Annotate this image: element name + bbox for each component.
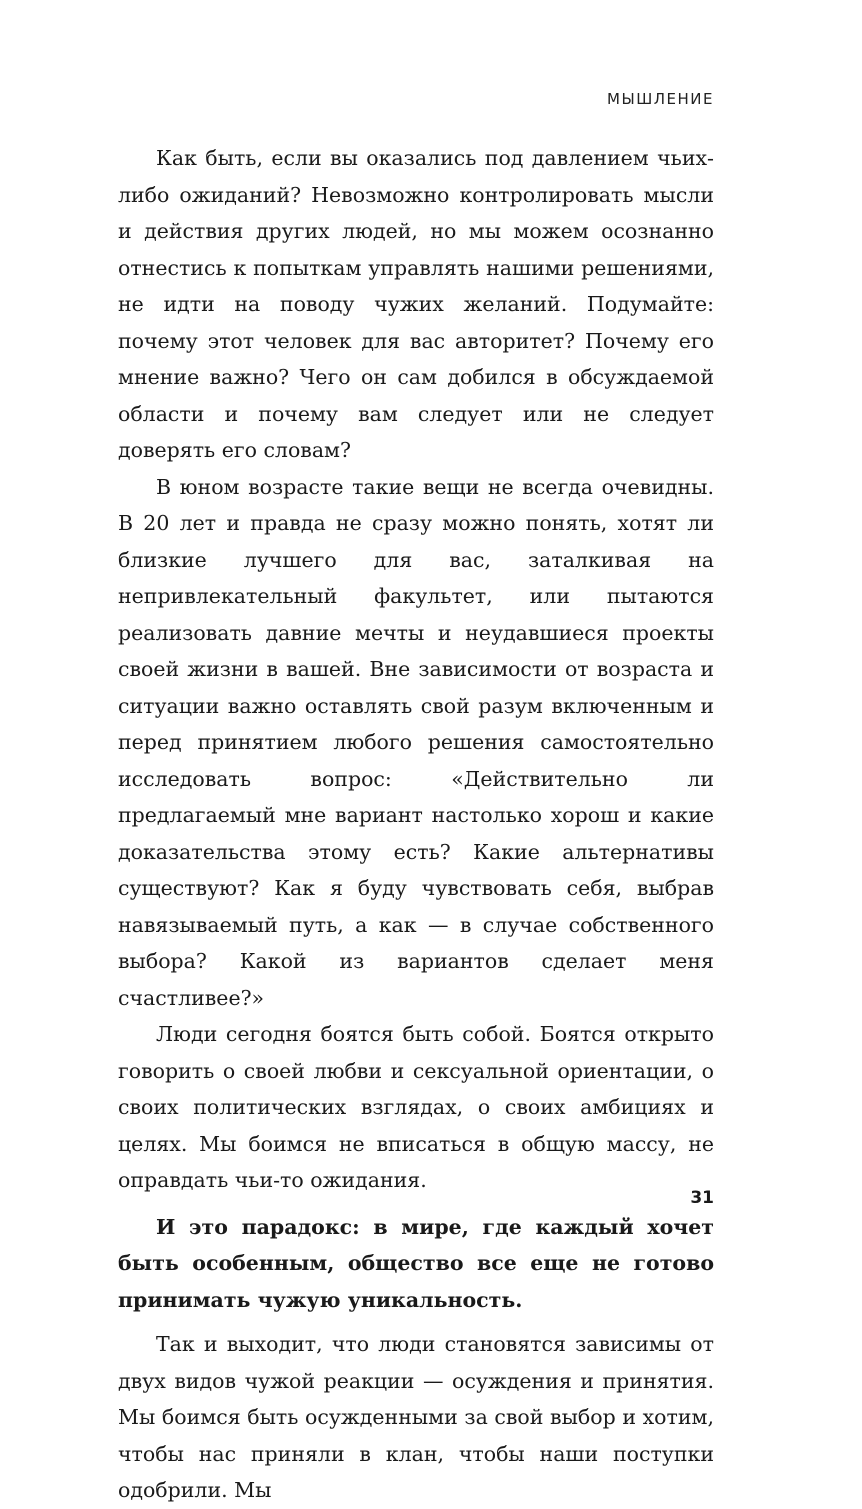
page-number: 31 [690,1188,714,1208]
body-text [118,140,714,1509]
paragraph-dependence-on-reaction: Так и выходит, что люди становятся зависимы от двух видов чужой реакции — осуждения и принятия. Мы боимся быть осужденными за свой выбор и хотим, чтобы нас приняли в клан, чтобы наши поступки одобрили. Мы [118,1332,714,1502]
paragraph-pressure-of-expectations: Как быть, если вы оказались под давлением чьих-либо ожиданий? Невозможно контролировать мысли и действия других людей, но мы можем осознанно отнестись к попыткам управлять нашими решениями, не идти на поводу чужих желаний. Подумайте: почему этот человек для вас авторитет? Почему его мнение важно? Чего он сам добился в обсуждаемой области и почему вам следует или не следует доверять его словам? [118,146,714,462]
paragraph-young-age: В юном возрасте такие вещи не всегда очевидны. В 20 лет и правда не сразу можно понять, хотят ли близкие лучшего для вас, заталкивая на непривлекательный факультет, или пытаются реализовать давние мечты и неудавшиеся проекты своей жизни в вашей. Вне зависимости от возраста и ситуации важно оставлять свой разум включенным и перед принятием любого решения самостоятельно исследовать вопрос: «Действительно ли предлагаемый мне вариант настолько хорош и какие доказательства этому есть? Какие альтернативы существуют? Как я буду чувствовать себя, выбрав навязываемый путь, а как — в случае собственного выбора? Какой из вариантов сделает меня счастливее?» [118,474,714,1010]
running-header: МЫШЛЕНИЕ [607,90,714,108]
callout-paradox: И это парадокс: в мире, где каждый хочет быть особенным, общество все еще не готово принимать чужую уникальность. [118,1214,714,1312]
paragraph-fear-of-being-yourself: Люди сегодня боятся быть собой. Боятся открыто говорить о своей любви и сексуальной ориентации, о своих политических взглядах, о своих амбициях и целях. Мы боимся не вписаться в общую массу, не оправдать чьи-то ожидания. [118,1022,714,1192]
